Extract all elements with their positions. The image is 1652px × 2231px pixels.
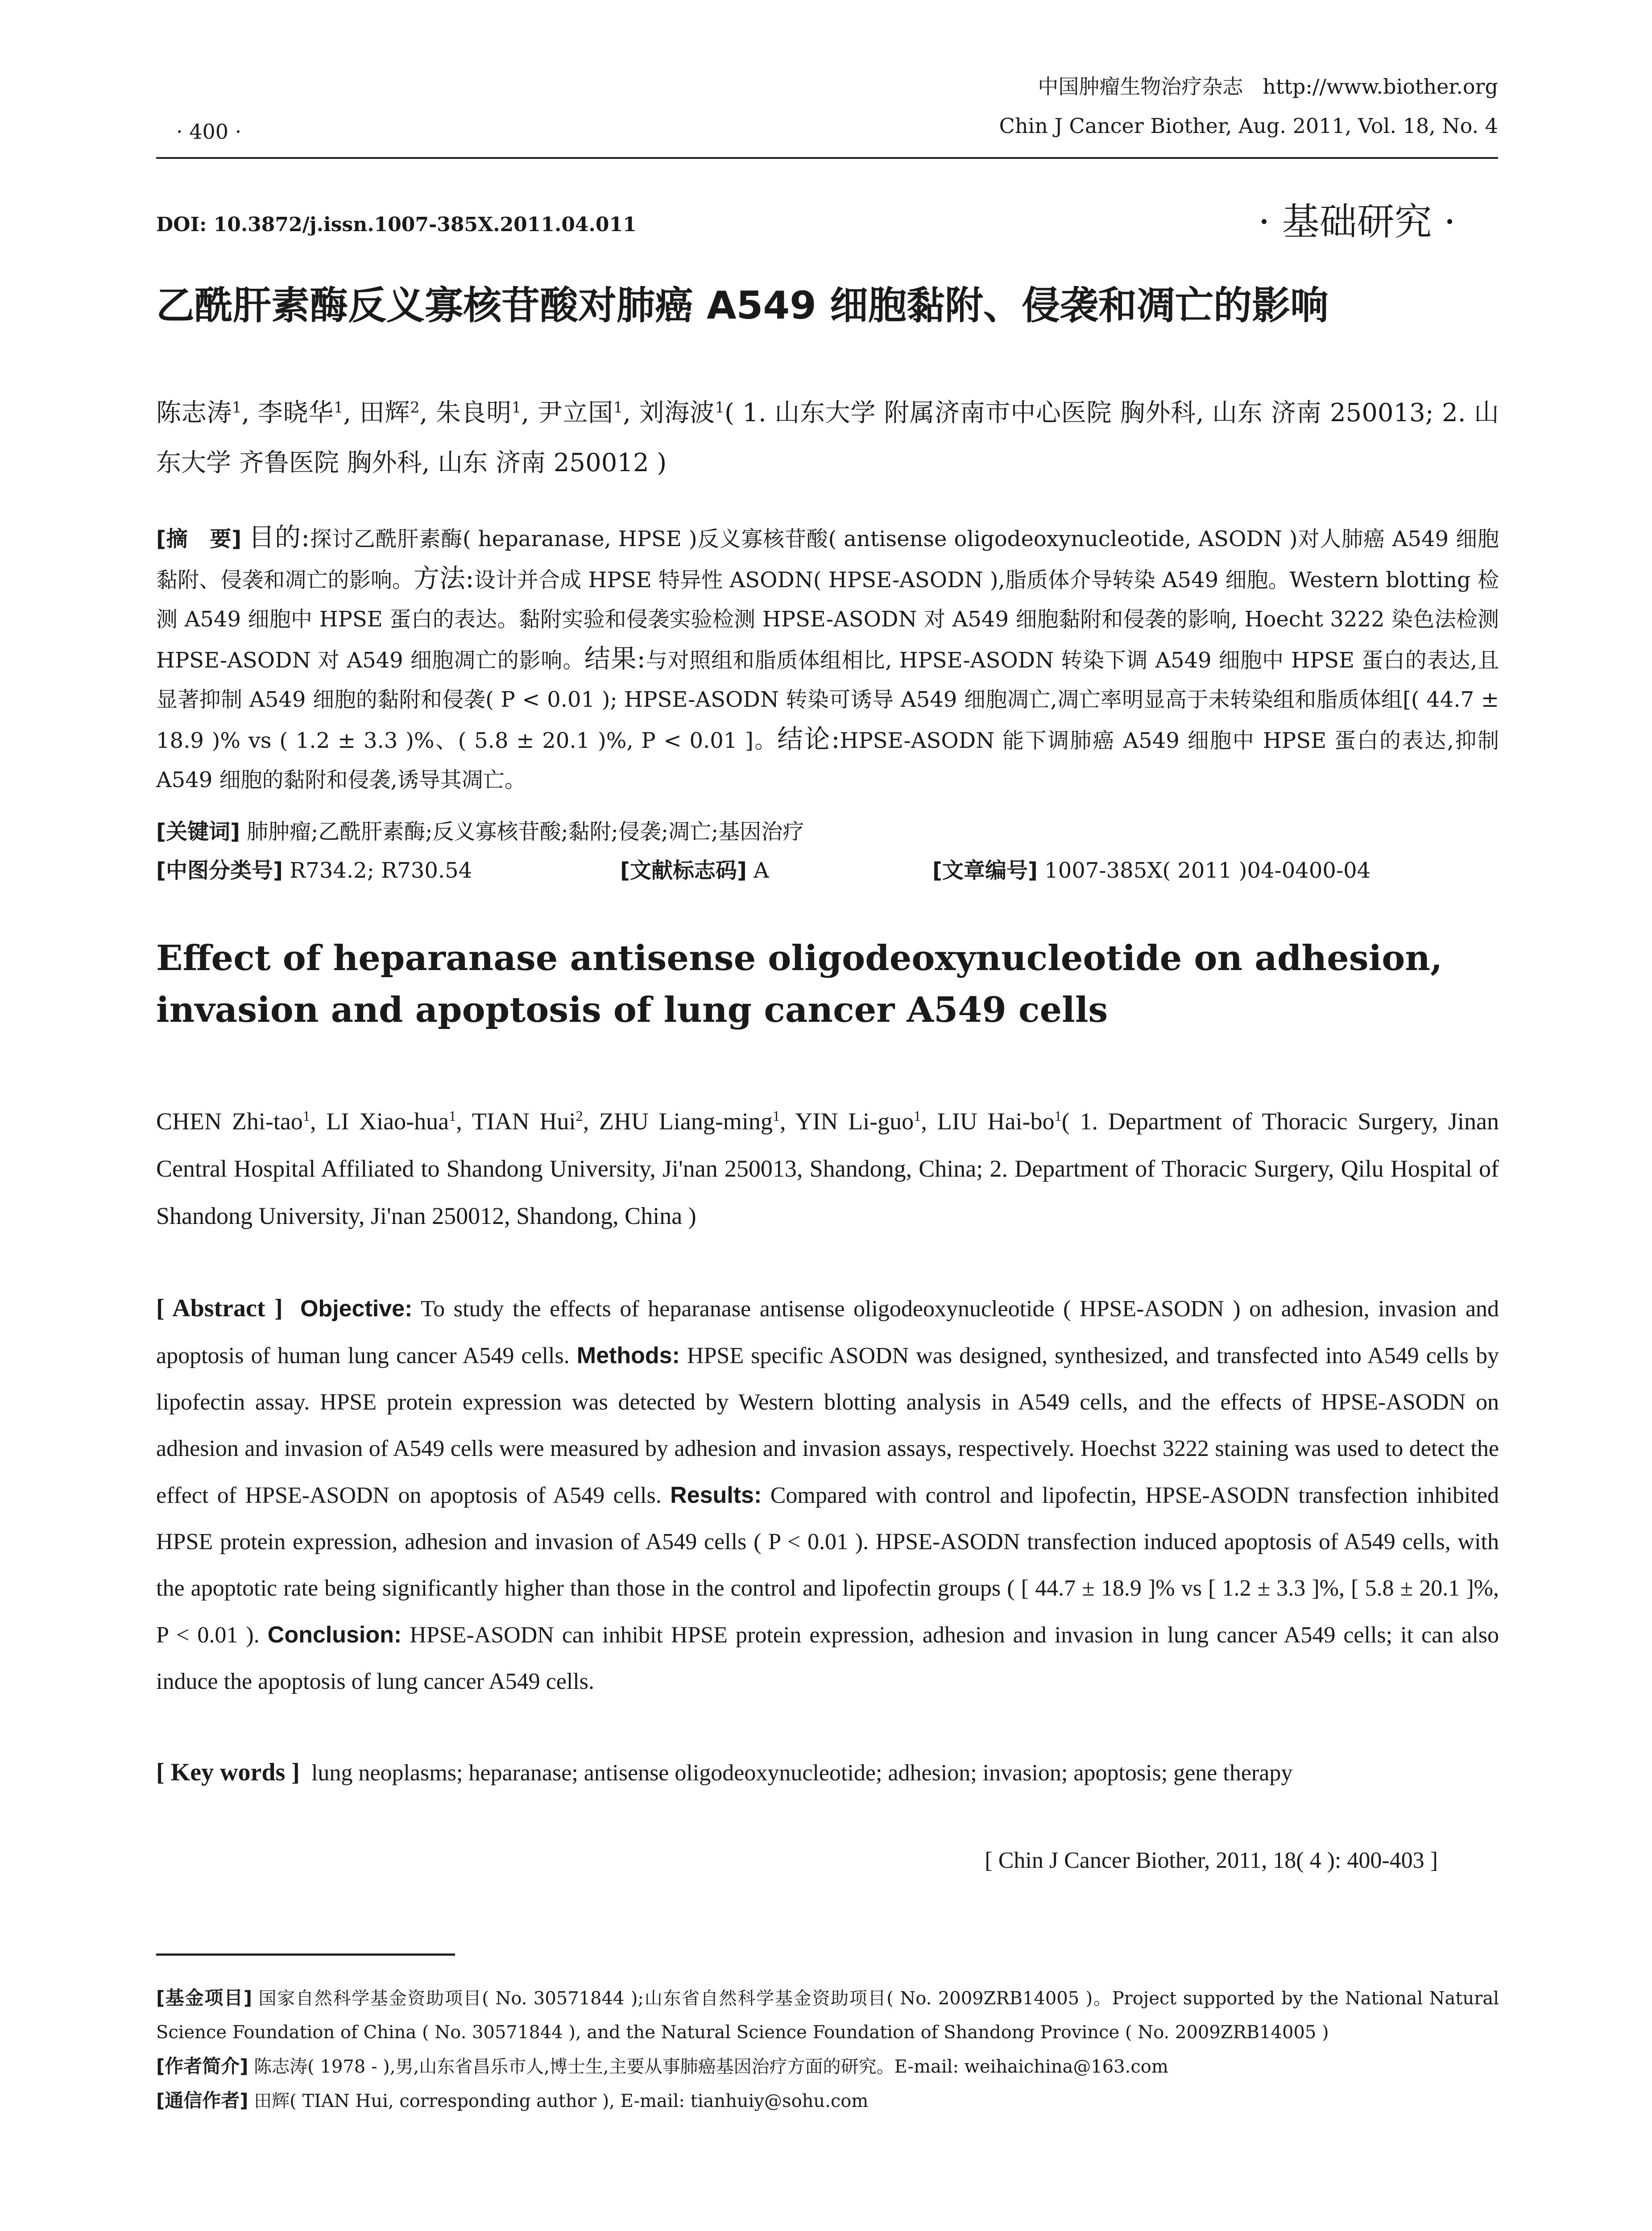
author-bio-label: [作者简介] bbox=[156, 2055, 248, 2077]
affiliation-en: ( 1. Department of Thoracic Surgery, Jinan Central Hospital Affiliated to Shandong University, Ji'nan 250013, Shandong, China; 2. Department of Thoracic Surgery, Qilu Hospital of Shandong University, Ji'nan 250012, Shandong, China ) bbox=[156, 1108, 1499, 1229]
clc-value: R734.2; R730.54 bbox=[290, 858, 472, 883]
authors-en: CHEN Zhi-tao$^1$, LI Xiao-hua$^1$, TIAN Hui$^2$, ZHU Liang-ming$^1$, YIN Li-guo$^1$, LIU Hai-$bo^1$( 1. Department of Thoracic Surgery, Jinan Central Hospital Affiliated to Shandong University, Ji'nan 250013, Shandong, China; 2. Department of Thoracic Surgery, Qilu Hospital of Shandong University, Ji'nan 250012, Shandong, China ) bbox=[156, 1108, 1499, 1229]
footnote-corresponding bbox=[156, 2084, 1499, 2118]
keywords-text: 肺肿瘤;乙酰肝素酶;反义寡核苷酸;黏附;侵袭;凋亡;基因治疗 bbox=[247, 819, 804, 844]
corresponding-label: [通信作者] bbox=[156, 2090, 248, 2111]
keywords-label: [ Key words ] bbox=[156, 1758, 300, 1786]
abstract-cn bbox=[156, 518, 1499, 800]
author-name: 陈志涛 bbox=[156, 398, 232, 427]
citation: [ Chin J Cancer Biother, 2011, 18( 4 ): 400-403 ] bbox=[985, 1848, 1438, 1873]
document-code bbox=[620, 853, 769, 884]
methods-text: HPSE specific ASODN was designed, synthesized, and transfected into A549 cells by lipofectin assay. HPSE protein expression was detected by Western blotting analysis in A549 cells, and the effects of HPSE-ASODN on adhesion and invasion of A549 cells were measured by adhesion and invasion assays, respectively. Hoechst 3222 staining was used to detect the effect of HPSE-ASODN on apoptosis of A549 cells. bbox=[156, 1343, 1499, 1508]
footnote-author bbox=[156, 2049, 1499, 2084]
results-text: 与对照组和脂质体组相比, HPSE-ASODN 转染下调 A549 细胞中 HPSE 蛋白的表达,且显著抑制 A549 细胞的黏附和侵袭( P < 0.01 ); HPSE-ASODN 转染可诱导 A549 细胞凋亡,凋亡率明显高于未转染组和脂质体组[( 44.7 ± 18.9 )% vs ( 1.2 ± 3.3 )%、( 5.8 ± 20.1 )%, P < 0.01 ]。 bbox=[156, 648, 1499, 753]
objective-text: 探讨乙酰肝素酶( heparanase, HPSE )反义寡核苷酸( antisense oligodeoxynucleotide, ASODN )对人肺癌 A549 细胞黏附、侵袭和凋亡的影响。 bbox=[156, 527, 1499, 593]
methods-text: 设计并合成 HPSE 特异性 ASODN( HPSE-ASODN ),脂质体介导转染 A549 细胞。Western blotting 检测 A549 细胞中 HPSE 蛋白的表达。黏附实验和侵袭实验检测 HPSE-ASODN 对 A549 细胞黏附和侵袭的影响, Hoecht 3222 染色法检测 HPSE-ASODN 对 A549 细胞凋亡的影响。 bbox=[156, 568, 1499, 673]
author-name: 刘海波 bbox=[639, 398, 715, 427]
authors-cn: 陈志涛$^1$, 李晓华$^1$, 田辉$^2$, 朱良明$^1$, 尹立国$^1$, 刘海波$^1$( 1. 山东大学 附属济南市中心医院 胸外科, 山东 济南 250013; 2. 山东大学 齐鲁医院 胸外科, 山东 济南 250012 ) bbox=[156, 398, 1499, 477]
affiliation-cn: ( 1. 山东大学 附属济南市中心医院 胸外科, 山东 济南 250013; 2. 山东大学 齐鲁医院 胸外科, 山东 济南 250012 ) bbox=[156, 398, 1499, 477]
conclusion-label: Conclusion: bbox=[267, 1622, 402, 1648]
author-name: 朱良明 bbox=[435, 398, 512, 427]
objective-text: To study the effects of heparanase antisense oligodeoxynucleotide ( HPSE-ASODN ) on adhesion, invasion and apoptosis of human lung cancer A549 cells. bbox=[156, 1296, 1499, 1368]
keywords-label: [关键词] bbox=[156, 819, 240, 844]
keywords-en bbox=[156, 1749, 1499, 1796]
abstract-label: [ Abstract ] bbox=[156, 1294, 283, 1322]
clc-label: [中图分类号] bbox=[156, 858, 283, 883]
journal-name-cn: 中国肿瘤生物治疗杂志 bbox=[1038, 75, 1243, 99]
page-number: · 400 · bbox=[176, 120, 242, 144]
author-name: LIU Hai-bo bbox=[937, 1108, 1055, 1135]
running-header bbox=[999, 67, 1498, 145]
author-name: 田辉 bbox=[359, 398, 410, 427]
column-tag: · 基础研究 · bbox=[1258, 200, 1456, 244]
conclusion-label: 结论: bbox=[777, 724, 840, 754]
clc-code bbox=[156, 853, 472, 884]
title-cn: 乙酰肝素酶反义寡核苷酸对肺癌 A549 细胞黏附、侵袭和凋亡的影响 bbox=[156, 283, 1329, 328]
results-text: Compared with control and lipofectin, HPSE-ASODN transfection inhibited HPSE protein expression, adhesion and invasion of A549 cells ( P < 0.01 ). HPSE-ASODN transfection induced apoptosis of A549 cells, with the apoptotic rate being significantly higher than those in the control and lipofectin groups ( [ 44.7 ± 18.9 ]% vs [ 1.2 ± 3.3 ]%, [ 5.8 ± 20.1 ]%, P < 0.01 ). bbox=[156, 1483, 1499, 1648]
corresponding-text: 田辉( TIAN Hui, corresponding author ), E-mail: tianhuiy@sohu.com bbox=[254, 2091, 869, 2111]
journal-line bbox=[999, 67, 1498, 106]
journal-url[interactable]: http://www.biother.org bbox=[1263, 75, 1498, 99]
results-label: Results: bbox=[670, 1482, 762, 1508]
author-name: CHEN Zhi-tao bbox=[156, 1108, 303, 1135]
keywords-cn bbox=[156, 812, 1499, 851]
keywords-text: lung neoplasms; heparanase; antisense oligodeoxynucleotide; adhesion; invasion; apoptosis; gene therapy bbox=[311, 1760, 1293, 1786]
methods-label: Methods: bbox=[576, 1343, 680, 1368]
author-bio-text: 陈志涛( 1978 - ),男,山东省昌乐市人,博士生,主要从事肺癌基因治疗方面的研究。E-mail: weihaichina@163.com bbox=[254, 2057, 1168, 2077]
classification-row bbox=[156, 853, 1499, 889]
journal-issue: Chin J Cancer Biother, Aug. 2011, Vol. 18, No. 4 bbox=[999, 114, 1498, 138]
conclusion-text: HPSE-ASODN can inhibit HPSE protein expression, adhesion and invasion in lung cancer A549 cells; it can also induce the apoptosis of lung cancer A549 cells. bbox=[156, 1622, 1499, 1694]
author-name: LI Xiao-hua bbox=[326, 1108, 449, 1135]
methods-label: 方法: bbox=[413, 563, 474, 593]
header-rule bbox=[156, 157, 1498, 159]
abstract-label: [摘 要] bbox=[156, 527, 242, 552]
author-name: 李晓华 bbox=[257, 398, 334, 427]
title-en: Effect of heparanase antisense oligodeoxynucleotide on adhesion, invasion and apoptosis of lung cancer A549 cells bbox=[156, 938, 1443, 1030]
objective-label: 目的: bbox=[248, 522, 310, 552]
author-name: TIAN Hui bbox=[472, 1108, 576, 1135]
funding-label: [基金项目] bbox=[156, 1987, 253, 2009]
doc-value: A bbox=[754, 858, 769, 883]
abstract-en bbox=[156, 1285, 1499, 1705]
author-name: YIN Li-guo bbox=[795, 1108, 914, 1135]
funding-text: 国家自然科学基金资助项目( No. 30571844 );山东省自然科学基金资助项目( No. 2009ZRB14005 )。Project supported by the National Natural Science Foundation of China ( No. 30571844 ), and the Natural Science Foundation of Shandong Province ( No. 2009ZRB14005 ) bbox=[156, 1988, 1499, 2043]
doc-label: [文献标志码] bbox=[620, 858, 747, 883]
objective-label: Objective: bbox=[300, 1296, 413, 1322]
conclusion-text: HPSE-ASODN 能下调肺癌 A549 细胞中 HPSE 蛋白的表达,抑制 A549 细胞的黏附和侵袭,诱导其凋亡。 bbox=[156, 728, 1499, 792]
footnote-funding bbox=[156, 1981, 1499, 2049]
doi[interactable]: DOI: 10.3872/j.issn.1007-385X.2011.04.011 bbox=[156, 213, 637, 236]
article-id bbox=[932, 853, 1370, 884]
author-name: ZHU Liang-ming bbox=[599, 1108, 773, 1135]
footnotes bbox=[156, 1981, 1499, 2118]
results-label: 结果: bbox=[584, 643, 646, 674]
art-label: [文章编号] bbox=[932, 858, 1038, 883]
author-name: 尹立国 bbox=[537, 398, 613, 427]
art-value: 1007-385X( 2011 )04-0400-04 bbox=[1044, 858, 1371, 883]
footnote-rule bbox=[156, 1953, 455, 1956]
